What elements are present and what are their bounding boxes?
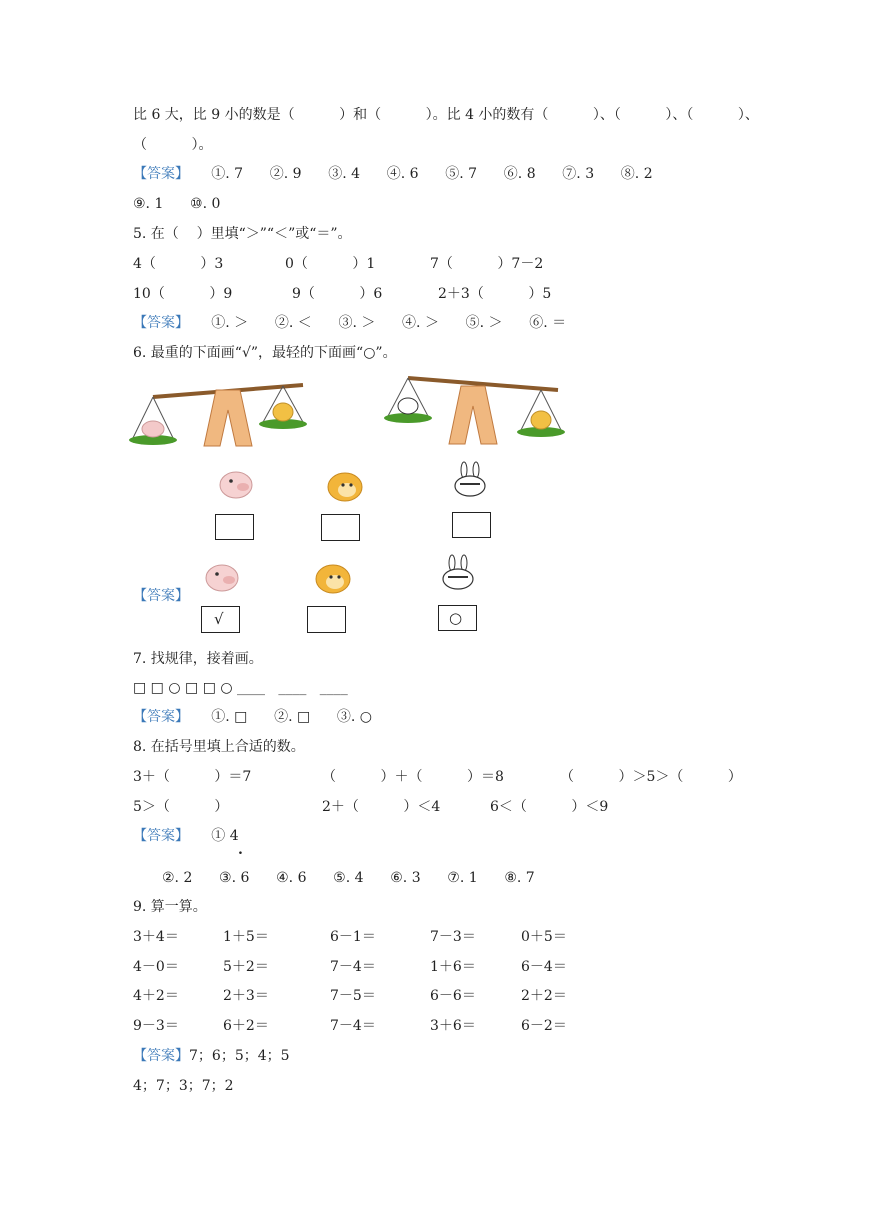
- answer-box-pig-filled: [201, 606, 240, 633]
- q9-answer-line2: 4；7；3；7；2: [133, 1078, 234, 1094]
- answer-label: 【答案】: [133, 1048, 189, 1064]
- q5-item: 2＋3（ ）5: [438, 286, 552, 302]
- q9-problem: 3＋6＝: [430, 1018, 476, 1034]
- q9-problem: 4－0＝: [133, 959, 179, 975]
- q9-problem: 9－3＝: [133, 1018, 179, 1034]
- q7-answer: [133, 707, 372, 727]
- monkey-face-icon: [311, 562, 355, 596]
- answer-box-monkey[interactable]: [321, 514, 360, 541]
- q5-answer: [133, 313, 566, 333]
- q6-answer: [133, 586, 189, 606]
- q5-answer-values: ①. ＞ ②. ＜ ③. ＞ ④. ＞ ⑤. ＞ ⑥. ＝: [189, 315, 567, 331]
- answer-label: 【答案】: [133, 828, 189, 844]
- q9-problem: 0＋5＝: [521, 929, 567, 945]
- q9-problem: 5＋2＝: [223, 959, 269, 975]
- q9-problem: 3＋4＝: [133, 929, 179, 945]
- q9-problem: 4＋2＝: [133, 988, 179, 1004]
- q9-problem: 6－4＝: [521, 959, 567, 975]
- q5-item: 7（ ）7－2: [430, 256, 544, 272]
- q8-title: 8. 在括号里填上合适的数。: [133, 739, 305, 755]
- q4-answer-values: ①. 7 ②. 9 ③. 4 ④. 6 ⑤. 7 ⑥. 8 ⑦. 3 ⑧. 2: [189, 166, 653, 182]
- q7-answer-values: ①. □ ②. □ ③. ○: [189, 709, 373, 725]
- circle-mark: ○: [449, 609, 463, 627]
- q9-problem: 2＋2＝: [521, 988, 567, 1004]
- answer-label: 【答案】: [133, 166, 189, 182]
- q9-problem: 6－1＝: [330, 929, 376, 945]
- q8-item: 3＋（ ）＝7: [133, 769, 252, 785]
- answer-box-pig[interactable]: [215, 514, 254, 540]
- q9-problem: 7－4＝: [330, 1018, 376, 1034]
- check-mark: √: [214, 610, 224, 628]
- q5-title: 5. 在（ ）里填“＞”“＜”或“＝”。: [133, 226, 352, 242]
- q5-item: 9（ ）6: [292, 286, 383, 302]
- q9-title: 9. 算一算。: [133, 899, 207, 915]
- q9-answer-values: 7；6；5；4；5: [189, 1048, 290, 1064]
- balance-scale-icon: [383, 370, 573, 450]
- q5-item: 10（ ）9: [133, 286, 233, 302]
- q9-problem: 2＋3＝: [223, 988, 269, 1004]
- q5-item: 0（ ）1: [285, 256, 376, 272]
- q7-title: 7. 找规律，接着画。: [133, 651, 263, 667]
- answer-box-monkey-filled: [307, 606, 346, 633]
- q9-problem: 7－4＝: [330, 959, 376, 975]
- q9-problem: 7－3＝: [430, 929, 476, 945]
- q9-problem: 1＋6＝: [430, 959, 476, 975]
- q9-answer: [133, 1046, 290, 1066]
- pig-face-icon: [201, 560, 243, 594]
- answer-box-rabbit[interactable]: [452, 512, 491, 538]
- q9-problem: 1＋5＝: [223, 929, 269, 945]
- q8-answer-first: ① 4: [189, 828, 239, 844]
- q8-item: （ ）＋（ ）＝8: [322, 769, 504, 785]
- q8-item: 5＞（ ）: [133, 799, 229, 815]
- q9-problem: 7－5＝: [330, 988, 376, 1004]
- q7-pattern: □ □ ○ □ □ ○ ____ ____ ____: [133, 680, 348, 696]
- q8-answer-dot: .: [238, 842, 243, 858]
- answer-label: 【答案】: [133, 315, 189, 331]
- answer-label: 【答案】: [133, 588, 189, 604]
- answer-box-rabbit-filled: [438, 605, 477, 631]
- q9-problem: 6－2＝: [521, 1018, 567, 1034]
- q4-line2: （ ）。: [133, 137, 213, 153]
- q9-problem: 6－6＝: [430, 988, 476, 1004]
- rabbit-face-icon: [450, 462, 490, 498]
- rabbit-face-icon: [438, 555, 478, 591]
- q8-item: 6＜（ ）＜9: [490, 799, 609, 815]
- q8-item: 2＋（ ）＜4: [322, 799, 441, 815]
- q4-answer: [133, 164, 653, 184]
- q8-item: （ ）＞5＞（ ）: [560, 769, 742, 785]
- q5-item: 4（ ）3: [133, 256, 224, 272]
- monkey-face-icon: [323, 470, 367, 504]
- balance-scale-icon: [128, 372, 318, 452]
- q8-answer-line2: ②. 2 ③. 6 ④. 6 ⑤. 4 ⑥. 3 ⑦. 1 ⑧. 7: [162, 870, 535, 886]
- q4-answer-line2: ⑨. 1 ⑩. 0: [133, 196, 221, 212]
- q4-line1: 比 6 大，比 9 小的数是（ ）和（ ）。比 4 小的数有（ ）、（ ）、（ ）、: [133, 107, 759, 123]
- pig-face-icon: [215, 467, 257, 501]
- answer-label: 【答案】: [133, 709, 189, 725]
- q8-answer: [133, 826, 239, 846]
- q6-title: 6. 最重的下面画“√”，最轻的下面画“○”。: [133, 345, 397, 361]
- q9-problem: 6＋2＝: [223, 1018, 269, 1034]
